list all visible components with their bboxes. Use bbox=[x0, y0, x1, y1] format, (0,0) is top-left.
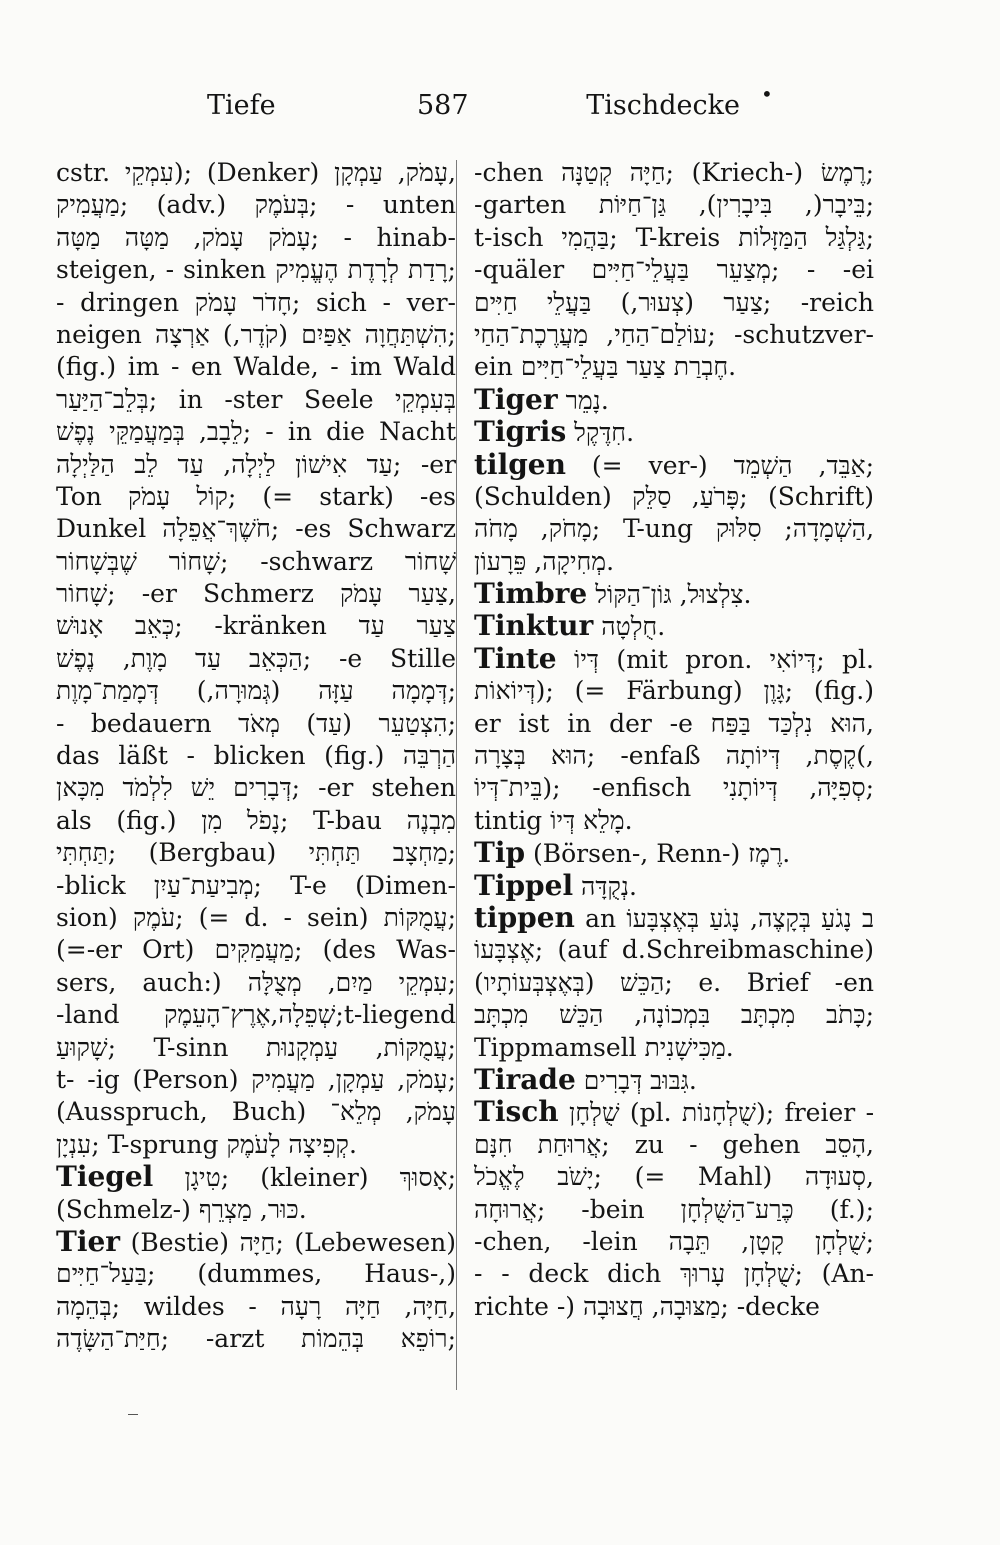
entry-line bbox=[474, 513, 874, 545]
entry-text: -land שְׁפֵלָה,אֶרֶץ־הָעֵמֶק;t-liegend bbox=[56, 1000, 456, 1030]
entry-line bbox=[56, 870, 456, 902]
entry-line bbox=[56, 1226, 456, 1258]
headword: tippen bbox=[474, 901, 575, 934]
entry-line bbox=[474, 1064, 874, 1096]
print-speck: • bbox=[761, 82, 773, 106]
headword: Tiegel bbox=[56, 1161, 154, 1194]
entry-line bbox=[474, 481, 874, 513]
entry-line bbox=[56, 805, 456, 837]
entry-line bbox=[474, 837, 874, 869]
headword: Tippel bbox=[474, 869, 574, 902]
entry-line bbox=[474, 610, 874, 642]
entry-text: הַכְּאֵב עַד מָוֶת, נֶפֶשׁ; -e Stille bbox=[56, 643, 456, 673]
entry-text: -chen, -lein שֻׁלְחָן קָטָן, תֵּבָה; bbox=[474, 1226, 874, 1256]
entry-text: עָמֹק עָמֹק, מַטָּה מַטָּה; - hinab- bbox=[56, 222, 456, 252]
entry-line bbox=[474, 351, 874, 383]
entry-line bbox=[56, 481, 456, 513]
entry-line bbox=[474, 189, 874, 221]
entry-text: -blick מְבִיעַת־עַיִן; T-e (Dimen- bbox=[56, 870, 456, 900]
entry-line bbox=[56, 675, 456, 707]
entry-line bbox=[474, 675, 874, 707]
entry-text: t- -ig (Person) עָמֹק, עַמְקָן, מַעֲמִיק; bbox=[56, 1064, 456, 1094]
entry-line bbox=[56, 1129, 456, 1161]
entry-text: אֲרוּחַת חִנָּם; zu - gehen הָסֵב, bbox=[474, 1129, 874, 1159]
headword: Tinktur bbox=[474, 610, 594, 643]
entry-text: נָמֵר. bbox=[557, 385, 609, 415]
entry-line bbox=[474, 643, 874, 675]
headword: Tip bbox=[474, 837, 526, 870]
entry-text: tintig מָלֵא דְּיוֹ. bbox=[474, 805, 633, 835]
entry-line bbox=[56, 319, 456, 351]
headword: Tirade bbox=[474, 1063, 576, 1096]
headword: Tier bbox=[56, 1225, 121, 1258]
entry-text: שָׁחוֹר; -er Schmerz צַעַר עָמֹק, bbox=[56, 579, 456, 609]
entry-line bbox=[56, 837, 456, 869]
right-column bbox=[474, 157, 874, 1397]
entry-line bbox=[474, 578, 874, 610]
headword: Tinte bbox=[474, 642, 557, 675]
entry-line bbox=[56, 1323, 456, 1355]
entry-line bbox=[474, 384, 874, 416]
entry-text: עִנְיָן; T-sprung קְפִיצָה לָעֹמֶק. bbox=[56, 1129, 357, 1159]
entry-text: שָׁחוֹר שֶׁבְּשָׁחוֹר; -schwarz שָׁחוֹר bbox=[56, 546, 456, 576]
entry-line bbox=[56, 416, 456, 448]
entry-line bbox=[56, 384, 456, 416]
entry-line bbox=[474, 319, 874, 351]
entry-line bbox=[56, 546, 456, 578]
entry-text: ein חֶבְרַת צַעַר בַּעֲלֵי־חַיִּים. bbox=[474, 352, 737, 382]
entry-text: בְּלֵב־הַיַּעַר; in -ster Seele בְּעִמְקֵי bbox=[56, 384, 456, 414]
entry-text: חַיַּת־הַשָּׂדֶה; -arzt רוֹפֵא בְּהֵמוֹת; bbox=[56, 1324, 456, 1354]
entry-line bbox=[56, 157, 456, 189]
entry-text: תַּחְתִּי; (Bergbau) מַחְצָב תַּחְתִּי; bbox=[56, 838, 456, 868]
entry-text: בַּעַל־חַיִּים; (dummes, Haus-,) bbox=[56, 1259, 456, 1289]
entry-text: er ist in der -e הוּא נִלְכַּד בַּפַּח, bbox=[474, 708, 874, 738]
entry-line bbox=[474, 449, 874, 481]
entry-line bbox=[56, 1194, 456, 1226]
entry-line bbox=[474, 1161, 874, 1193]
entry-text: צַעַר (צְעוּר,) בַּעֲלֵי חַיִּים; -reich bbox=[474, 287, 874, 317]
entry-line bbox=[474, 902, 874, 934]
entry-text: cstr. עִמְקֵי); (Denker) עָמֹק, עַמְקָן, bbox=[56, 158, 456, 187]
entry-text: צִלְצוּל, גּוֹן־הַקּוֹל. bbox=[587, 580, 752, 610]
entry-text: als (fig.) נָפֹל מִן; T-bau מִבְנֶה bbox=[56, 805, 456, 835]
entry-text: דְּבָרִים יֵשׁ לִלְמֹד מִכָּאן; -er stehen bbox=[56, 773, 456, 803]
entry-line bbox=[56, 1032, 456, 1064]
entry-line bbox=[474, 1129, 874, 1161]
entry-text: עַד אִישׁוֹן לַיְלָה, עַד לֵב הַלַּיְלָה; -er bbox=[56, 449, 456, 479]
entry-line bbox=[474, 999, 874, 1031]
entry-text: (Schmelz-) כּוּר, מַצְרֵף. bbox=[56, 1194, 307, 1224]
entry-line bbox=[474, 1194, 874, 1226]
entry-text: Dunkel חֹשֶׁךְ־אֲפֵלָה; -es Schwarz bbox=[56, 514, 456, 544]
entry-line bbox=[56, 449, 456, 481]
entry-text: בְּהֵמָה; wildes - חַיָּה, חַיָּה רָעָה, bbox=[56, 1291, 456, 1321]
entry-line bbox=[56, 708, 456, 740]
entry-text: (Ausspruch, Buch) עָמֹק, מְלֵא־ bbox=[56, 1097, 456, 1127]
headword: tilgen bbox=[474, 448, 566, 481]
entry-text: (Schulden) פָּרֹעַ, סַלֵּק; (Schrift) bbox=[474, 481, 874, 511]
entry-text: עוֹלַם־הַחַי, מַעֲרֶכֶת־הַחַי; -schutzver- bbox=[474, 319, 874, 349]
entry-text: מְחִיקָה, פֵּרָעוֹן. bbox=[474, 546, 615, 576]
entry-line bbox=[474, 1096, 874, 1128]
entry-text: שָׁקוּעַ; T-sinn עֲמֻקּוֹת, עַמְקָנוּת; bbox=[56, 1032, 456, 1062]
header-right-catchword: Tischdecke bbox=[586, 90, 740, 121]
entry-text: richte -) מַצּוּבָה, חֲצוּבָה; -decke bbox=[474, 1291, 820, 1321]
headword: Tisch bbox=[474, 1096, 559, 1129]
entry-line bbox=[56, 222, 456, 254]
entry-text: - bedauern הִצְטַעֵר (עַד) מְאֹד; bbox=[56, 708, 456, 738]
entry-line bbox=[474, 416, 874, 448]
entry-line bbox=[474, 934, 874, 966]
entry-line bbox=[474, 1291, 874, 1323]
entry-line bbox=[56, 287, 456, 319]
entry-line bbox=[474, 805, 874, 837]
entry-text: (fig.) im - en Walde, - im Wald bbox=[56, 352, 456, 382]
entry-text: טִיגָן; (kleiner) אָסוּךְ; bbox=[153, 1163, 456, 1193]
entry-text: דְּיוֹאוֹת); (= Färbung) גָּוֶן; (fig.) bbox=[474, 676, 874, 706]
entry-line bbox=[474, 708, 874, 740]
entry-line bbox=[474, 967, 874, 999]
entry-line bbox=[56, 513, 456, 545]
entry-line bbox=[474, 222, 874, 254]
entry-text: חֻלְטָה. bbox=[593, 612, 666, 642]
entry-line bbox=[56, 643, 456, 675]
entry-text: steigen, - sinken רָדַת לְרָדֶת הֶעֱמִיק; bbox=[56, 255, 456, 285]
entry-text: שֻׁלְחָן (pl. שֻׁלְחָנוֹת); freier - bbox=[558, 1098, 874, 1128]
entry-line bbox=[56, 351, 456, 383]
entry-line bbox=[56, 189, 456, 221]
entry-text: כְּאֵב אָנוּשׁ; -kränken צַעַר עַד bbox=[56, 611, 456, 641]
entry-text: הַכֵּשׁ (בְּאֶצְבְּעוֹתָיו); e. Brief -en bbox=[474, 967, 874, 997]
entry-text: (=-er Ort) מַעֲמַקִּים; (des Was- bbox=[56, 935, 456, 965]
entry-line bbox=[56, 578, 456, 610]
entry-text: (Börsen-, Renn-) רֶמֶז. bbox=[525, 839, 791, 869]
entry-text: (Bestie) חַיָּה; (Lebewesen) bbox=[120, 1227, 456, 1257]
page-header bbox=[195, 90, 740, 130]
entry-line bbox=[474, 772, 874, 804]
entry-text: לֵבָב, בְּמַעֲמַקֵּי נֶפֶשׁ; - in die Nacht bbox=[56, 417, 456, 447]
entry-text: יָשֹׁב לֶאֱכֹל; (= Mahl) סְעוּדָה, bbox=[474, 1162, 874, 1192]
entry-text: das läßt - blicken (fig.) הַרְבֵּה bbox=[56, 741, 456, 771]
entry-text: t-isch בַּהֲמִי; T-kreis גַּלְגַּל הַמַּזָּלוֹת; bbox=[474, 222, 874, 252]
entry-line bbox=[56, 902, 456, 934]
headword: Tigris bbox=[474, 416, 567, 449]
entry-text: גִּבּוּב דְּבָרִים. bbox=[575, 1065, 697, 1095]
page-number: 587 bbox=[417, 90, 469, 121]
entry-text: Tippmamsell מַכִּישָׁנִית. bbox=[474, 1032, 734, 1062]
headword: Tiger bbox=[474, 383, 558, 416]
entry-line bbox=[56, 1291, 456, 1323]
left-column bbox=[56, 157, 456, 1397]
entry-line bbox=[56, 610, 456, 642]
header-left-catchword: Tiefe bbox=[207, 90, 276, 121]
footer-mark bbox=[128, 1414, 138, 1415]
headword: Timbre bbox=[474, 578, 588, 611]
entry-text: נְקֻדָּה. bbox=[573, 871, 637, 901]
entry-text: sion) עֹמֶק; (= d. - sein) עֲמֻקּוֹת; bbox=[56, 902, 456, 932]
entry-line bbox=[474, 740, 874, 772]
entry-text: בֵּית־דְּיוֹ); -enfisch סְפִיָּה, דְּיוֹתָנִי; bbox=[474, 773, 874, 803]
column-divider bbox=[456, 160, 457, 1390]
entry-text: דְּמָמָה עַזָּה (גְּמוּרָה,) דְּמָמַת־מָוֶת; bbox=[56, 676, 456, 706]
entry-line bbox=[56, 1064, 456, 1096]
entry-line bbox=[474, 157, 874, 189]
entry-text: כָּתֹב מִכְתָּב בִּמְכוֹנָה, הַכֵּשׁ מִכְתָּב; bbox=[474, 1000, 874, 1030]
entry-text: אֲרוּחָה; -bein כֶּרַע־הַשֻּׁלְחָן (f.); bbox=[474, 1194, 874, 1224]
entry-text: sers, auch:) עִמְקֵי מַיִם, מְצֻלָּה; bbox=[56, 967, 456, 997]
entry-line bbox=[56, 772, 456, 804]
entry-text: -garten בֵּיבָר(, בִּיבָרִין), גַּן־חַיּוֹת; bbox=[474, 190, 874, 220]
entry-text: - - deck dich שֻׁלְחָן עָרוּךְ; (An- bbox=[474, 1259, 874, 1289]
entry-line bbox=[56, 999, 456, 1031]
entry-text: -quäler מְצַעֵר בַּעֲלֵי־חַיִּים; - -ei bbox=[474, 255, 874, 285]
entry-text: (= ver-) אַבֵּד, הַשְׁמֵד; bbox=[565, 450, 874, 480]
entry-line bbox=[56, 1096, 456, 1128]
entry-text: אֶצְבָּעוֹ; (auf d.Schreibmaschine) bbox=[474, 935, 874, 965]
entry-line bbox=[56, 1258, 456, 1290]
entry-line bbox=[474, 1258, 874, 1290]
entry-text: Ton קוֹל עָמֹק; (= stark) -es bbox=[56, 481, 456, 511]
entry-text: neigen הִשְׁתַּחֲוָה אַפַּיִם (קֹדֶר,) אַרְצָה; bbox=[56, 319, 456, 349]
entry-line bbox=[474, 254, 874, 286]
entry-line bbox=[474, 287, 874, 319]
entry-line bbox=[56, 1161, 456, 1193]
entry-text: an ב נָגֹעַ בְּקָצֶה, נָגֹעַ בְּאֶצְבָּעוֹ bbox=[574, 903, 874, 933]
entry-line bbox=[56, 740, 456, 772]
entry-line bbox=[56, 967, 456, 999]
entry-text: - dringen חָדֹר עָמֹק; sich - ver- bbox=[56, 287, 456, 317]
entry-text: -chen חַיָּה קְטַנָּה; (Kriech-) רֶמֶשׂ; bbox=[474, 158, 874, 187]
entry-line bbox=[474, 870, 874, 902]
entry-text: הוּא בְּצָרָה; -enfaß קֶסֶת, דְּיוֹתָה(, bbox=[474, 741, 874, 771]
entry-line bbox=[474, 546, 874, 578]
entry-text: דְּיוֹ (mit pron. דְּיוֹאִי; pl. bbox=[556, 644, 874, 674]
entry-line bbox=[474, 1032, 874, 1064]
entry-line bbox=[56, 254, 456, 286]
entry-text: מָחֹק, מָחֹה; T-ung הַשְׁמָדָה; סִלּוּק, bbox=[474, 514, 874, 544]
entry-line bbox=[474, 1226, 874, 1258]
entry-text: חִדֶּקֶל. bbox=[566, 418, 635, 448]
entry-text: מַעֲמִיק; (adv.) בְּעֹמֶק; - unten bbox=[56, 190, 456, 220]
entry-line bbox=[56, 934, 456, 966]
